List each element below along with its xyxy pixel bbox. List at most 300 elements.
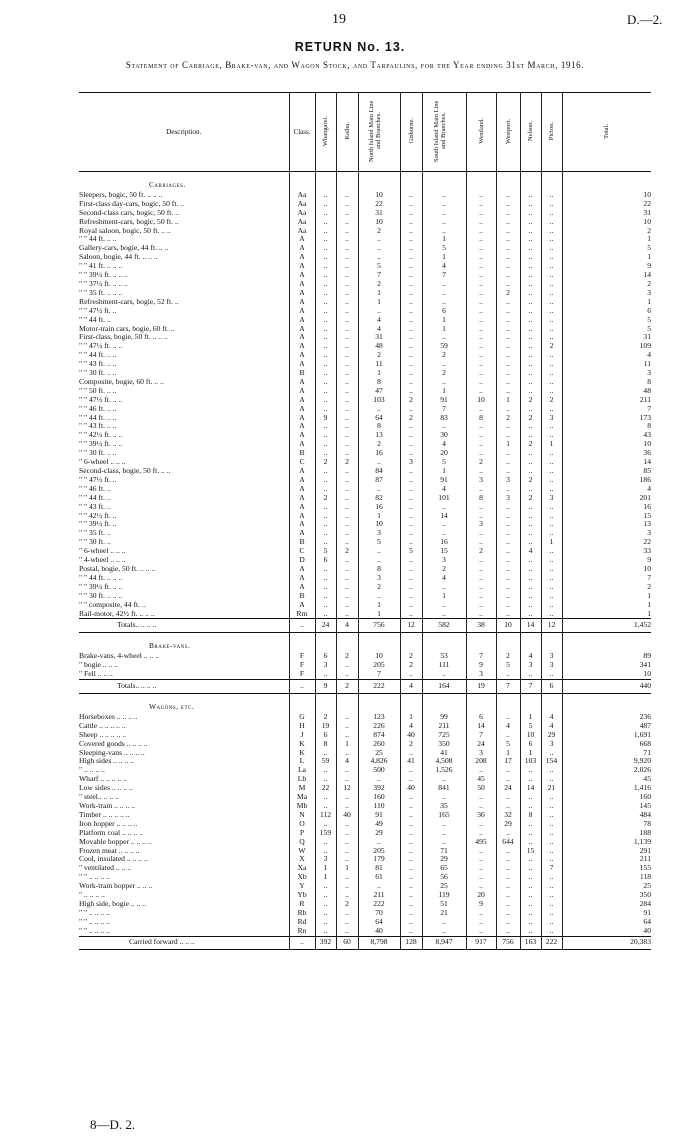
- cell-description: Gallery-cars, bogie, 44 ft. .. ..: [79, 244, 289, 253]
- table-row: [79, 387, 651, 396]
- cell-nelson: ..: [520, 342, 541, 351]
- cell-nelson: 8: [520, 811, 541, 820]
- cell-south-island: 15: [422, 547, 466, 556]
- cell-class: D: [289, 556, 315, 565]
- cell-gisborne: ..: [400, 556, 422, 565]
- cell-gisborne: ..: [400, 583, 422, 592]
- cell-gisborne: ..: [400, 280, 422, 289]
- cell-picton: ..: [541, 485, 562, 494]
- table-row: [79, 316, 651, 325]
- cell-total: 1: [562, 610, 651, 619]
- cell-gisborne: 1: [400, 713, 422, 722]
- cell-nelson: 5: [520, 722, 541, 731]
- cell-description: Composite, bogie, 60 ft. .. ..: [79, 378, 289, 387]
- cell-north-island: 70: [358, 909, 400, 918]
- cell-class: A: [289, 520, 315, 529]
- cell-gisborne: 4: [400, 722, 422, 731]
- col-header-north-island: North Island Main Line and Branches.: [358, 93, 400, 172]
- cell-north-island: 222: [358, 680, 400, 694]
- cell-kaihu: ..: [336, 838, 358, 847]
- cell-total: 13: [562, 520, 651, 529]
- cell-westport: ..: [496, 601, 520, 610]
- cell-class: A: [289, 440, 315, 449]
- cell-total: 1: [562, 592, 651, 601]
- cell-westland: 38: [466, 619, 496, 633]
- cell-whangarei: ..: [315, 583, 336, 592]
- cell-westland: ..: [466, 289, 496, 298]
- cell-kaihu: 12: [336, 784, 358, 793]
- cell-picton: ..: [541, 820, 562, 829]
- table-row: [79, 891, 651, 900]
- cell-north-island: 226: [358, 722, 400, 731]
- cell-total: 45: [562, 775, 651, 784]
- cell-class: A: [289, 583, 315, 592]
- cell-picton: ..: [541, 847, 562, 856]
- cell-north-island: 123: [358, 713, 400, 722]
- cell-south-island: 1: [422, 316, 466, 325]
- cell-class: A: [289, 262, 315, 271]
- col-header-gisborne: Gisborne.: [400, 93, 422, 172]
- cell-description: Frozen meat .. .. .. ..: [79, 847, 289, 856]
- table-row: [79, 209, 651, 218]
- table-row: [79, 200, 651, 209]
- cell-westport: ..: [496, 369, 520, 378]
- cell-north-island: 49: [358, 820, 400, 829]
- cell-whangarei: 112: [315, 811, 336, 820]
- cell-westland: ..: [466, 387, 496, 396]
- cell-gisborne: ..: [400, 351, 422, 360]
- cell-total: 43: [562, 431, 651, 440]
- cell-picton: 29: [541, 731, 562, 740]
- cell-north-island: 8: [358, 565, 400, 574]
- cell-picton: ..: [541, 307, 562, 316]
- cell-description: Rail-motor, 42½ ft. .. .. ..: [79, 610, 289, 619]
- cell-total: 5: [562, 325, 651, 334]
- cell-south-island: ..: [422, 583, 466, 592]
- col-header-picton: Picton.: [541, 93, 562, 172]
- cell-westland: ..: [466, 307, 496, 316]
- cell-north-island: 10: [358, 520, 400, 529]
- table-row: [79, 351, 651, 360]
- cell-nelson: ..: [520, 209, 541, 218]
- cell-nelson: 4: [520, 547, 541, 556]
- cell-south-island: ..: [422, 200, 466, 209]
- col-header-description: Description.: [79, 93, 289, 172]
- cell-class: G: [289, 713, 315, 722]
- cell-gisborne: ..: [400, 749, 422, 758]
- cell-westport: [496, 694, 520, 713]
- cell-westland: 7: [466, 731, 496, 740]
- cell-westland: ..: [466, 253, 496, 262]
- cell-picton: ..: [541, 891, 562, 900]
- cell-description: " " 30 ft. .. ..: [79, 369, 289, 378]
- cell-north-island: 1: [358, 512, 400, 521]
- cell-nelson: 1: [520, 749, 541, 758]
- cell-description: Iron hopper .. .. .. ..: [79, 820, 289, 829]
- cell-south-island: ..: [422, 820, 466, 829]
- cell-north-island: 2: [358, 583, 400, 592]
- cell-description: " Fell .. .. ..: [79, 670, 289, 679]
- cell-picton: ..: [541, 218, 562, 227]
- table-row: [79, 909, 651, 918]
- cell-picton: ..: [541, 280, 562, 289]
- cell-westland: ..: [466, 503, 496, 512]
- cell-north-island: 160: [358, 793, 400, 802]
- cell-nelson: ..: [520, 855, 541, 864]
- cell-westport: ..: [496, 316, 520, 325]
- cell-kaihu: ..: [336, 927, 358, 936]
- cell-gisborne: 128: [400, 936, 422, 949]
- cell-total: 1,416: [562, 784, 651, 793]
- cell-north-island: [358, 694, 400, 713]
- cell-westland: 8: [466, 494, 496, 503]
- cell-north-island: 205: [358, 847, 400, 856]
- cell-class: A: [289, 378, 315, 387]
- cell-class: A: [289, 244, 315, 253]
- cell-north-island: 61: [358, 873, 400, 882]
- cell-class: A: [289, 360, 315, 369]
- cell-westland: 7: [466, 652, 496, 661]
- cell-total: 2: [562, 583, 651, 592]
- cell-total: 5: [562, 244, 651, 253]
- cell-nelson: ..: [520, 227, 541, 236]
- cell-picton: 3: [541, 652, 562, 661]
- cell-westport: 17: [496, 757, 520, 766]
- page-footer: 8—D. 2.: [90, 1117, 136, 1132]
- cell-whangarei: ..: [315, 191, 336, 200]
- cell-westport: ..: [496, 209, 520, 218]
- cell-gisborne: ..: [400, 227, 422, 236]
- cell-westport: ..: [496, 909, 520, 918]
- cell-total: 1: [562, 235, 651, 244]
- cell-north-island: 87: [358, 476, 400, 485]
- cell-kaihu: ..: [336, 405, 358, 414]
- cell-picton: ..: [541, 610, 562, 619]
- cell-whangarei: ..: [315, 271, 336, 280]
- cell-class: Rb: [289, 909, 315, 918]
- cell-nelson: 4: [520, 652, 541, 661]
- cell-class: A: [289, 476, 315, 485]
- cell-north-island: 4,826: [358, 757, 400, 766]
- cell-gisborne: ..: [400, 369, 422, 378]
- cell-south-island: ..: [422, 927, 466, 936]
- table-row: [79, 784, 651, 793]
- cell-gisborne: 3: [400, 458, 422, 467]
- cell-description: Sheep .. .. .. .. ..: [79, 731, 289, 740]
- cell-picton: ..: [541, 775, 562, 784]
- cell-whangarei: ..: [315, 749, 336, 758]
- cell-westland: ..: [466, 405, 496, 414]
- cell-kaihu: ..: [336, 342, 358, 351]
- cell-nelson: ..: [520, 802, 541, 811]
- cell-description: Saloon, bogie, 44 ft. .. .. ..: [79, 253, 289, 262]
- cell-south-island: ..: [422, 191, 466, 200]
- cell-westland: ..: [466, 218, 496, 227]
- rolling-stock-table: [79, 92, 651, 950]
- cell-westport: ..: [496, 235, 520, 244]
- cell-picton: ..: [541, 838, 562, 847]
- cell-south-island: ..: [422, 918, 466, 927]
- cell-whangarei: ..: [315, 440, 336, 449]
- cell-class: Yb: [289, 891, 315, 900]
- table-row: [79, 610, 651, 619]
- cell-whangarei: ..: [315, 766, 336, 775]
- cell-westport: 2: [496, 652, 520, 661]
- cell-nelson: 1: [520, 713, 541, 722]
- cell-nelson: ..: [520, 829, 541, 838]
- cell-kaihu: ..: [336, 749, 358, 758]
- table-row: [79, 369, 651, 378]
- cell-westport: 3: [496, 476, 520, 485]
- cell-nelson: ..: [520, 280, 541, 289]
- cell-westport: ..: [496, 610, 520, 619]
- cell-total: 2,026: [562, 766, 651, 775]
- cell-total: 109: [562, 342, 651, 351]
- cell-class: A: [289, 253, 315, 262]
- cell-total: 10: [562, 218, 651, 227]
- cell-westport: ..: [496, 574, 520, 583]
- cell-south-island: 101: [422, 494, 466, 503]
- cell-total: 3: [562, 529, 651, 538]
- cell-class: A: [289, 307, 315, 316]
- cell-whangarei: ..: [315, 218, 336, 227]
- cell-westport: 29: [496, 820, 520, 829]
- cell-whangarei: 392: [315, 936, 336, 949]
- cell-description: " steel.. .. .. ..: [79, 793, 289, 802]
- cell-westland: ..: [466, 298, 496, 307]
- cell-kaihu: ..: [336, 775, 358, 784]
- cell-picton: ..: [541, 520, 562, 529]
- cell-gisborne: 5: [400, 547, 422, 556]
- cell-total: 350: [562, 891, 651, 900]
- cell-nelson: ..: [520, 503, 541, 512]
- cell-whangarei: ..: [315, 847, 336, 856]
- cell-nelson: ..: [520, 458, 541, 467]
- cell-kaihu: ..: [336, 289, 358, 298]
- cell-south-island: 1: [422, 467, 466, 476]
- cell-description: Second-class cars, bogic, 50 ft. ..: [79, 209, 289, 218]
- cell-north-island: 82: [358, 494, 400, 503]
- cell-nelson: ..: [520, 918, 541, 927]
- cell-picton: ..: [541, 253, 562, 262]
- cell-south-island: ..: [422, 520, 466, 529]
- cell-south-island: 29: [422, 855, 466, 864]
- cell-description: " " 44 ft. .. ..: [79, 414, 289, 423]
- cell-kaihu: ..: [336, 316, 358, 325]
- cell-westport: ..: [496, 565, 520, 574]
- cell-south-island: 14: [422, 512, 466, 521]
- cell-westland: ..: [466, 235, 496, 244]
- cell-north-island: 211: [358, 891, 400, 900]
- cell-westland: ..: [466, 855, 496, 864]
- cell-gisborne: [400, 694, 422, 713]
- table-row: [79, 565, 651, 574]
- cell-westland: ..: [466, 271, 496, 280]
- cell-south-island: 35: [422, 802, 466, 811]
- cell-class: A: [289, 325, 315, 334]
- cell-class: A: [289, 387, 315, 396]
- cell-gisborne: ..: [400, 574, 422, 583]
- cell-nelson: 7: [520, 680, 541, 694]
- cell-kaihu: ..: [336, 574, 358, 583]
- cell-kaihu: ..: [336, 378, 358, 387]
- table-row: [79, 289, 651, 298]
- cell-class: J: [289, 731, 315, 740]
- cell-picton: ..: [541, 271, 562, 280]
- cell-gisborne: ..: [400, 820, 422, 829]
- cell-description: Brake-vans.: [79, 633, 289, 652]
- table-row: [79, 503, 651, 512]
- table-row: [79, 191, 651, 200]
- cell-kaihu: ..: [336, 918, 358, 927]
- cell-westland: ..: [466, 512, 496, 521]
- cell-westport: ..: [496, 298, 520, 307]
- cell-north-island: 13: [358, 431, 400, 440]
- cell-westland: ..: [466, 360, 496, 369]
- cell-kaihu: ..: [336, 731, 358, 740]
- cell-class: A: [289, 316, 315, 325]
- cell-south-island: ..: [422, 601, 466, 610]
- cell-kaihu: ..: [336, 467, 358, 476]
- cell-gisborne: 40: [400, 784, 422, 793]
- cell-whangarei: ..: [315, 909, 336, 918]
- cell-south-island: ..: [422, 529, 466, 538]
- cell-description: " " 50 ft. .. ..: [79, 387, 289, 396]
- table-row: [79, 396, 651, 405]
- cell-westport: ..: [496, 873, 520, 882]
- cell-picton: 1: [541, 538, 562, 547]
- cell-gisborne: ..: [400, 864, 422, 873]
- cell-westport: ..: [496, 775, 520, 784]
- table-row: [79, 775, 651, 784]
- cell-picton: 12: [541, 619, 562, 633]
- cell-whangarei: ..: [315, 298, 336, 307]
- cell-westport: ..: [496, 458, 520, 467]
- cell-picton: 3: [541, 740, 562, 749]
- cell-south-island: 16: [422, 538, 466, 547]
- cell-description: Wagons, etc.: [79, 694, 289, 713]
- cell-nelson: 3: [520, 661, 541, 670]
- cell-gisborne: ..: [400, 422, 422, 431]
- cell-westland: ..: [466, 316, 496, 325]
- cell-description: " " .. .. .. ..: [79, 918, 289, 927]
- cell-westport: ..: [496, 927, 520, 936]
- table-row: [79, 838, 651, 847]
- cell-north-island: 91: [358, 811, 400, 820]
- cell-total: 31: [562, 209, 651, 218]
- cell-whangarei: ..: [315, 918, 336, 927]
- table-row: [79, 476, 651, 485]
- cell-kaihu: [336, 172, 358, 191]
- cell-picton: ..: [541, 918, 562, 927]
- cell-description: First-class, bogie, 50 ft. .. .. ..: [79, 333, 289, 342]
- cell-class: B: [289, 538, 315, 547]
- cell-kaihu: ..: [336, 227, 358, 236]
- cell-class: A: [289, 414, 315, 423]
- cell-total: 7: [562, 405, 651, 414]
- cell-westport: ..: [496, 218, 520, 227]
- cell-nelson: ..: [520, 891, 541, 900]
- cell-south-island: ..: [422, 775, 466, 784]
- cell-description: " bogie .. .. ..: [79, 661, 289, 670]
- cell-south-island: 1: [422, 253, 466, 262]
- cell-nelson: ..: [520, 927, 541, 936]
- cell-south-island: 165: [422, 811, 466, 820]
- col-header-nelson: Nelson.: [520, 93, 541, 172]
- cell-class: A: [289, 574, 315, 583]
- cell-whangarei: ..: [315, 775, 336, 784]
- cell-south-island: ..: [422, 610, 466, 619]
- cell-westport: 1: [496, 749, 520, 758]
- cell-gisborne: ..: [400, 601, 422, 610]
- cell-westport: [496, 172, 520, 191]
- cell-westport: [496, 633, 520, 652]
- cell-kaihu: ..: [336, 601, 358, 610]
- cell-westland: ..: [466, 422, 496, 431]
- cell-south-island: 1: [422, 387, 466, 396]
- cell-nelson: ..: [520, 289, 541, 298]
- cell-picton: ..: [541, 601, 562, 610]
- cell-north-island: ..: [358, 235, 400, 244]
- cell-westland: ..: [466, 200, 496, 209]
- cell-westland: 3: [466, 520, 496, 529]
- cell-nelson: ..: [520, 556, 541, 565]
- cell-picton: ..: [541, 574, 562, 583]
- cell-nelson: ..: [520, 218, 541, 227]
- cell-westport: ..: [496, 520, 520, 529]
- cell-westport: 7: [496, 680, 520, 694]
- cell-class: C: [289, 547, 315, 556]
- cell-westland: [466, 633, 496, 652]
- cell-south-island: ..: [422, 838, 466, 847]
- return-subtitle: Statement of Carriage, Brake-van, and Wagon Stock, and Tarpaulins, for the Year ending 31st March, 1916.: [125, 60, 585, 70]
- cell-total: 40: [562, 927, 651, 936]
- cell-westport: ..: [496, 766, 520, 775]
- table-row: [79, 467, 651, 476]
- cell-picton: ..: [541, 325, 562, 334]
- table-row: [79, 864, 651, 873]
- cell-whangarei: ..: [315, 520, 336, 529]
- cell-nelson: ..: [520, 485, 541, 494]
- cell-description: " " 47½ ft. ..: [79, 476, 289, 485]
- cell-westport: ..: [496, 512, 520, 521]
- table-row: [79, 855, 651, 864]
- cell-north-island: 11: [358, 360, 400, 369]
- cell-north-island: 10: [358, 191, 400, 200]
- cell-nelson: ..: [520, 351, 541, 360]
- table-row: [79, 520, 651, 529]
- cell-picton: 3: [541, 661, 562, 670]
- cell-total: 211: [562, 396, 651, 405]
- cell-kaihu: ..: [336, 661, 358, 670]
- return-title: RETURN No. 13.: [294, 40, 406, 54]
- cell-south-island: ..: [422, 829, 466, 838]
- cell-westport: ..: [496, 547, 520, 556]
- cell-westland: ..: [466, 369, 496, 378]
- totals-row: [79, 619, 651, 633]
- cell-whangarei: ..: [315, 235, 336, 244]
- cell-south-island: 8,947: [422, 936, 466, 949]
- cell-kaihu: ..: [336, 610, 358, 619]
- cell-class: N: [289, 811, 315, 820]
- cell-picton: ..: [541, 235, 562, 244]
- cell-south-island: 1: [422, 325, 466, 334]
- cell-westland: [466, 172, 496, 191]
- cell-class: Lb: [289, 775, 315, 784]
- cell-north-island: 81: [358, 864, 400, 873]
- cell-gisborne: ..: [400, 775, 422, 784]
- cell-total: 36: [562, 449, 651, 458]
